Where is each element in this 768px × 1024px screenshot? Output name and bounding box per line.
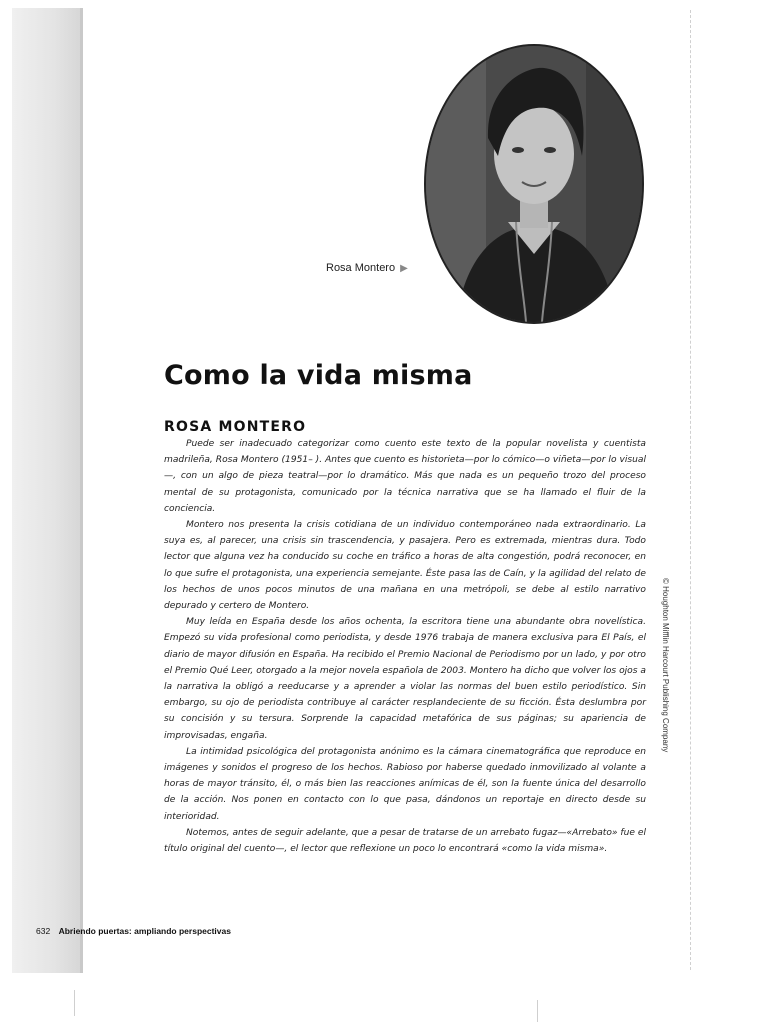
page-footer	[36, 926, 231, 936]
book-title: Abriendo puertas: ampliando perspectivas	[58, 926, 231, 936]
photo-caption-text: Rosa Montero	[326, 262, 396, 274]
page-right-edge	[690, 10, 691, 970]
binding-gutter-shadow	[12, 8, 82, 973]
intro-paragraph: Muy leída en España desde los años ochenta, la escritora tiene una abundante obra novelística. Empezó su vida profesional como periodista, y desde 1976 trabaja de manera exclusiva para El País, el diario de mayor difusión en España. Ha recibido el Premio Nacional de Periodismo por un lado, y por otro el Premio Qué Leer, otorgado a la mejor novela española de 2003. Montero ha dicho que volver los ojos a la narrativa la obligó a reeducarse y a aprender a violar las normas del buen estilo periodístico. Sin embargo, su ojo de periodista contribuye al carácter resplandeciente de su ficción. Ésta deslumbra por su concisión y su tersura. Sorprende la capacidad metafórica de sus páginas; su apariencia de improvisadas, engaña.	[164, 617, 646, 741]
intro-paragraph: Montero nos presenta la crisis cotidiana de un individuo contemporáneo nada extraordinario. La suya es, al parecer, una crisis sin trascendencia, y pasajera. Pero es extremada, mientras dura. Todo lector que alguna vez ha conducido su coche en tráfico a horas de alta congestión, podrá reconocer, en lo que sufre el protagonista, una experiencia semejante. Éste pasa las de Caín, y la agilidad del relato de los hechos de unos pocos minutos de una mañana en una metrópoli, se debe al estilo narrativo depurado y certero de Montero.	[164, 520, 646, 612]
intro-paragraph: La intimidad psicológica del protagonista anónimo es la cámara cinematográfica que reproduce en imágenes y sonidos el progreso de los hechos. Rabioso por haberse quedado inmovilizado al volante a horas de mayor tránsito, él, o más bien las reacciones anímicas de él, son la fuente única del desarrollo de la acción. Nos ponen en contacto con lo que pasa, dándonos un reportaje en directo desde su interioridad.	[164, 746, 646, 822]
page-number: 632	[36, 926, 51, 936]
author-portrait-photo	[424, 44, 644, 324]
copyright-credit: © Houghton Mifflin Harcourt Publishing Company	[661, 578, 670, 753]
story-author: ROSA MONTERO	[164, 419, 307, 435]
intro-paragraph: Notemos, antes de seguir adelante, que a pesar de tratarse de un arrebato fugaz—«Arrebato» fue el título original del cuento—, el lector que reflexione un poco lo encontrará «como la vida misma».	[164, 827, 646, 855]
caption-arrow-icon: ▶	[400, 263, 408, 274]
story-title: Como la vida misma	[164, 360, 473, 391]
photo-caption	[326, 262, 408, 274]
story-introduction	[164, 436, 646, 857]
intro-paragraph: Puede ser inadecuado categorizar como cuento este texto de la popular novelista y cuentista madrileña, Rosa Montero (1951– ). Antes que cuento es historieta—por lo cómico—o viñeta—por lo visual—, con un algo de pieza teatral—por lo dramático. Más que nada es un pequeño trozo del proceso mental de su protagonista, comunicado por la técnica narrativa que se ha llamado el fluir de la conciencia.	[164, 439, 646, 514]
scan-artifact	[74, 990, 75, 1016]
scan-artifact	[537, 1000, 538, 1022]
gutter-edge	[80, 8, 83, 973]
